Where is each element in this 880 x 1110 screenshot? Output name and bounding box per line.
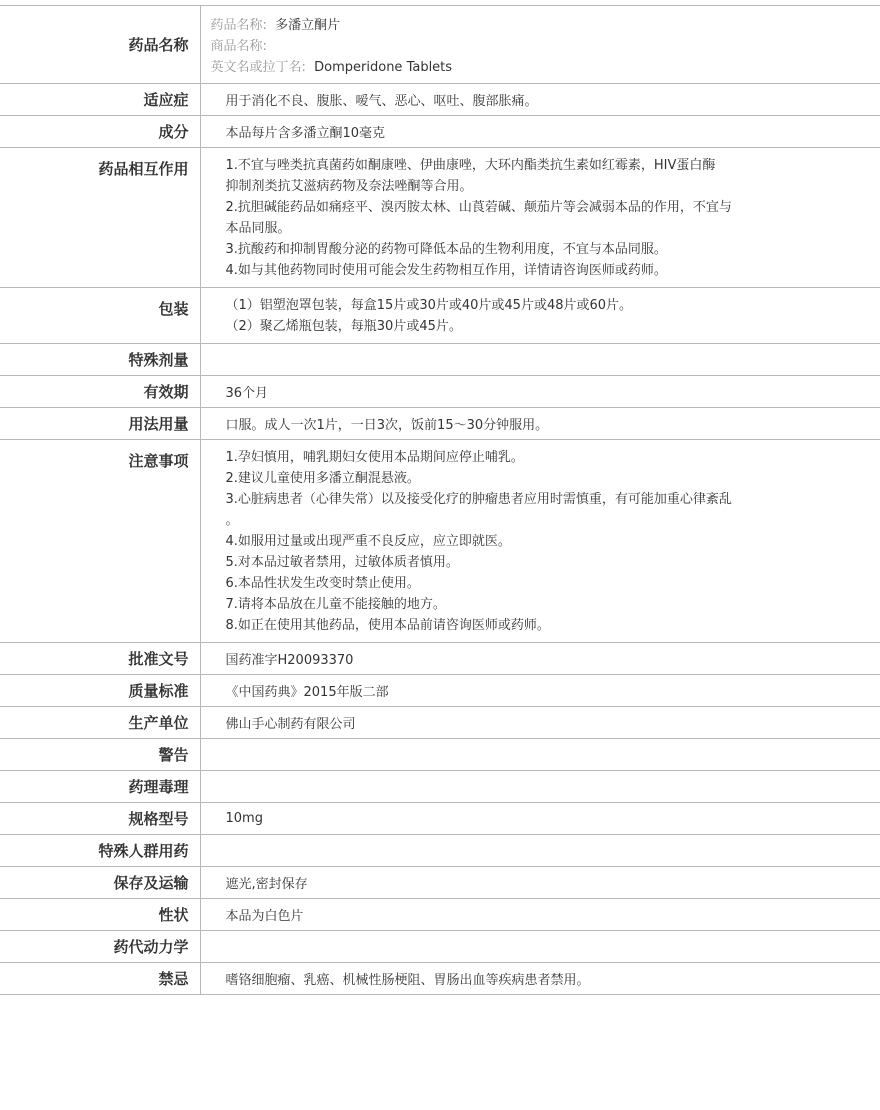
row-value: 口服。成人一次1片，一日3次，饭前15～30分钟服用。 xyxy=(200,408,880,440)
english-name-value: Domperidone Tablets xyxy=(314,60,453,75)
row-value xyxy=(200,771,880,803)
row-label: 生产单位 xyxy=(0,707,200,739)
text-line: 8.如正在使用其他药品，使用本品前请咨询医师或药师。 xyxy=(225,618,550,633)
row-value: 用于消化不良、腹胀、嗳气、恶心、呕吐、腹部胀痛。 xyxy=(200,84,880,116)
text-line: 7.请将本品放在儿童不能接触的地方。 xyxy=(225,597,446,612)
row-label: 适应症 xyxy=(0,84,200,116)
row-pharmacokinetics xyxy=(0,931,880,963)
row-appearance xyxy=(0,899,880,931)
row-special-dose xyxy=(0,344,880,376)
row-value xyxy=(200,344,880,376)
row-package xyxy=(0,288,880,344)
row-special-population xyxy=(0,835,880,867)
row-label: 注意事项 xyxy=(0,440,200,643)
text-line: 2.抗胆碱能药品如痛痉平、溴丙胺太林、山莨菪碱、颠茄片等会减弱本品的作用，不宜与 xyxy=(225,200,732,215)
trade-name-label: 商品名称: xyxy=(210,39,267,54)
row-value xyxy=(200,148,880,288)
generic-name-label: 药品名称: xyxy=(210,18,267,33)
text-line: 2.建议儿童使用多潘立酮混悬液。 xyxy=(225,471,420,486)
trade-name-line xyxy=(211,36,880,57)
text-line: 1.不宜与唑类抗真菌药如酮康唑、伊曲康唑，大环内酯类抗生素如红霉素，HIV蛋白酶 xyxy=(225,158,716,173)
english-name-line xyxy=(211,57,880,78)
row-value: 佛山手心制药有限公司 xyxy=(200,707,880,739)
row-value xyxy=(200,288,880,344)
row-contraindication xyxy=(0,963,880,995)
text-line: 3.心脏病患者（心律失常）以及接受化疗的肿瘤患者应用时需慎重，有可能加重心律紊乱 xyxy=(225,492,732,507)
row-label: 警告 xyxy=(0,739,200,771)
generic-name-value: 多潘立酮片 xyxy=(275,18,341,33)
drug-spec-table xyxy=(0,5,880,995)
row-approval xyxy=(0,643,880,675)
row-value: 36个月 xyxy=(200,376,880,408)
row-label: 成分 xyxy=(0,116,200,148)
text-line: （2）聚乙烯瓶包装，每瓶30片或45片。 xyxy=(225,319,462,334)
row-value xyxy=(200,440,880,643)
english-name-label: 英文名或拉丁名: xyxy=(210,60,306,75)
row-label: 保存及运输 xyxy=(0,867,200,899)
row-shelf-life xyxy=(0,376,880,408)
row-label: 用法用量 xyxy=(0,408,200,440)
row-interaction xyxy=(0,148,880,288)
text-line: 1.孕妇慎用，哺乳期妇女使用本品期间应停止哺乳。 xyxy=(225,450,524,465)
row-label: 药代动力学 xyxy=(0,931,200,963)
row-value: 《中国药典》2015年版二部 xyxy=(200,675,880,707)
row-value xyxy=(200,835,880,867)
row-label: 有效期 xyxy=(0,376,200,408)
text-line: 抑制剂类抗艾滋病药物及奈法唑酮等合用。 xyxy=(225,179,473,194)
text-line: 4.如与其他药物同时使用可能会发生药物相互作用，详情请咨询医师或药师。 xyxy=(225,263,667,278)
text-line: （1）铝塑泡罩包装，每盒15片或30片或40片或45片或48片或60片。 xyxy=(225,298,633,313)
text-line: 5.对本品过敏者禁用，过敏体质者慎用。 xyxy=(225,555,459,570)
row-label: 批准文号 xyxy=(0,643,200,675)
row-value xyxy=(200,739,880,771)
row-drug-name xyxy=(0,6,880,84)
row-value: 本品为白色片 xyxy=(200,899,880,931)
row-label: 性状 xyxy=(0,899,200,931)
row-label: 药品相互作用 xyxy=(0,148,200,288)
row-value: 国药准字H20093370 xyxy=(200,643,880,675)
row-value: 遮光,密封保存 xyxy=(200,867,880,899)
row-value: 本品每片含多潘立酮10毫克 xyxy=(200,116,880,148)
row-label: 禁忌 xyxy=(0,963,200,995)
row-value: 10mg xyxy=(200,803,880,835)
text-line: 3.抗酸药和抑制胃酸分泌的药物可降低本品的生物利用度，不宜与本品同服。 xyxy=(225,242,667,257)
row-precautions xyxy=(0,440,880,643)
row-dosage xyxy=(0,408,880,440)
row-storage xyxy=(0,867,880,899)
row-manufacturer xyxy=(0,707,880,739)
row-label: 药品名称 xyxy=(0,6,200,84)
row-label: 药理毒理 xyxy=(0,771,200,803)
row-warning xyxy=(0,739,880,771)
row-spec xyxy=(0,803,880,835)
row-value xyxy=(200,931,880,963)
drug-name-cell xyxy=(200,6,880,84)
row-label: 规格型号 xyxy=(0,803,200,835)
row-standard xyxy=(0,675,880,707)
row-label: 质量标准 xyxy=(0,675,200,707)
row-toxicology xyxy=(0,771,880,803)
row-ingredient xyxy=(0,116,880,148)
text-line: 6.本品性状发生改变时禁止使用。 xyxy=(225,576,420,591)
row-label: 特殊人群用药 xyxy=(0,835,200,867)
text-line: 4.如服用过量或出现严重不良反应，应立即就医。 xyxy=(225,534,511,549)
generic-name-line xyxy=(211,15,880,36)
text-line: 本品同服。 xyxy=(225,221,291,236)
text-line: 。 xyxy=(225,513,239,528)
row-label: 包装 xyxy=(0,288,200,344)
row-label: 特殊剂量 xyxy=(0,344,200,376)
row-value: 嗜铬细胞瘤、乳癌、机械性肠梗阻、胃肠出血等疾病患者禁用。 xyxy=(200,963,880,995)
row-indication xyxy=(0,84,880,116)
